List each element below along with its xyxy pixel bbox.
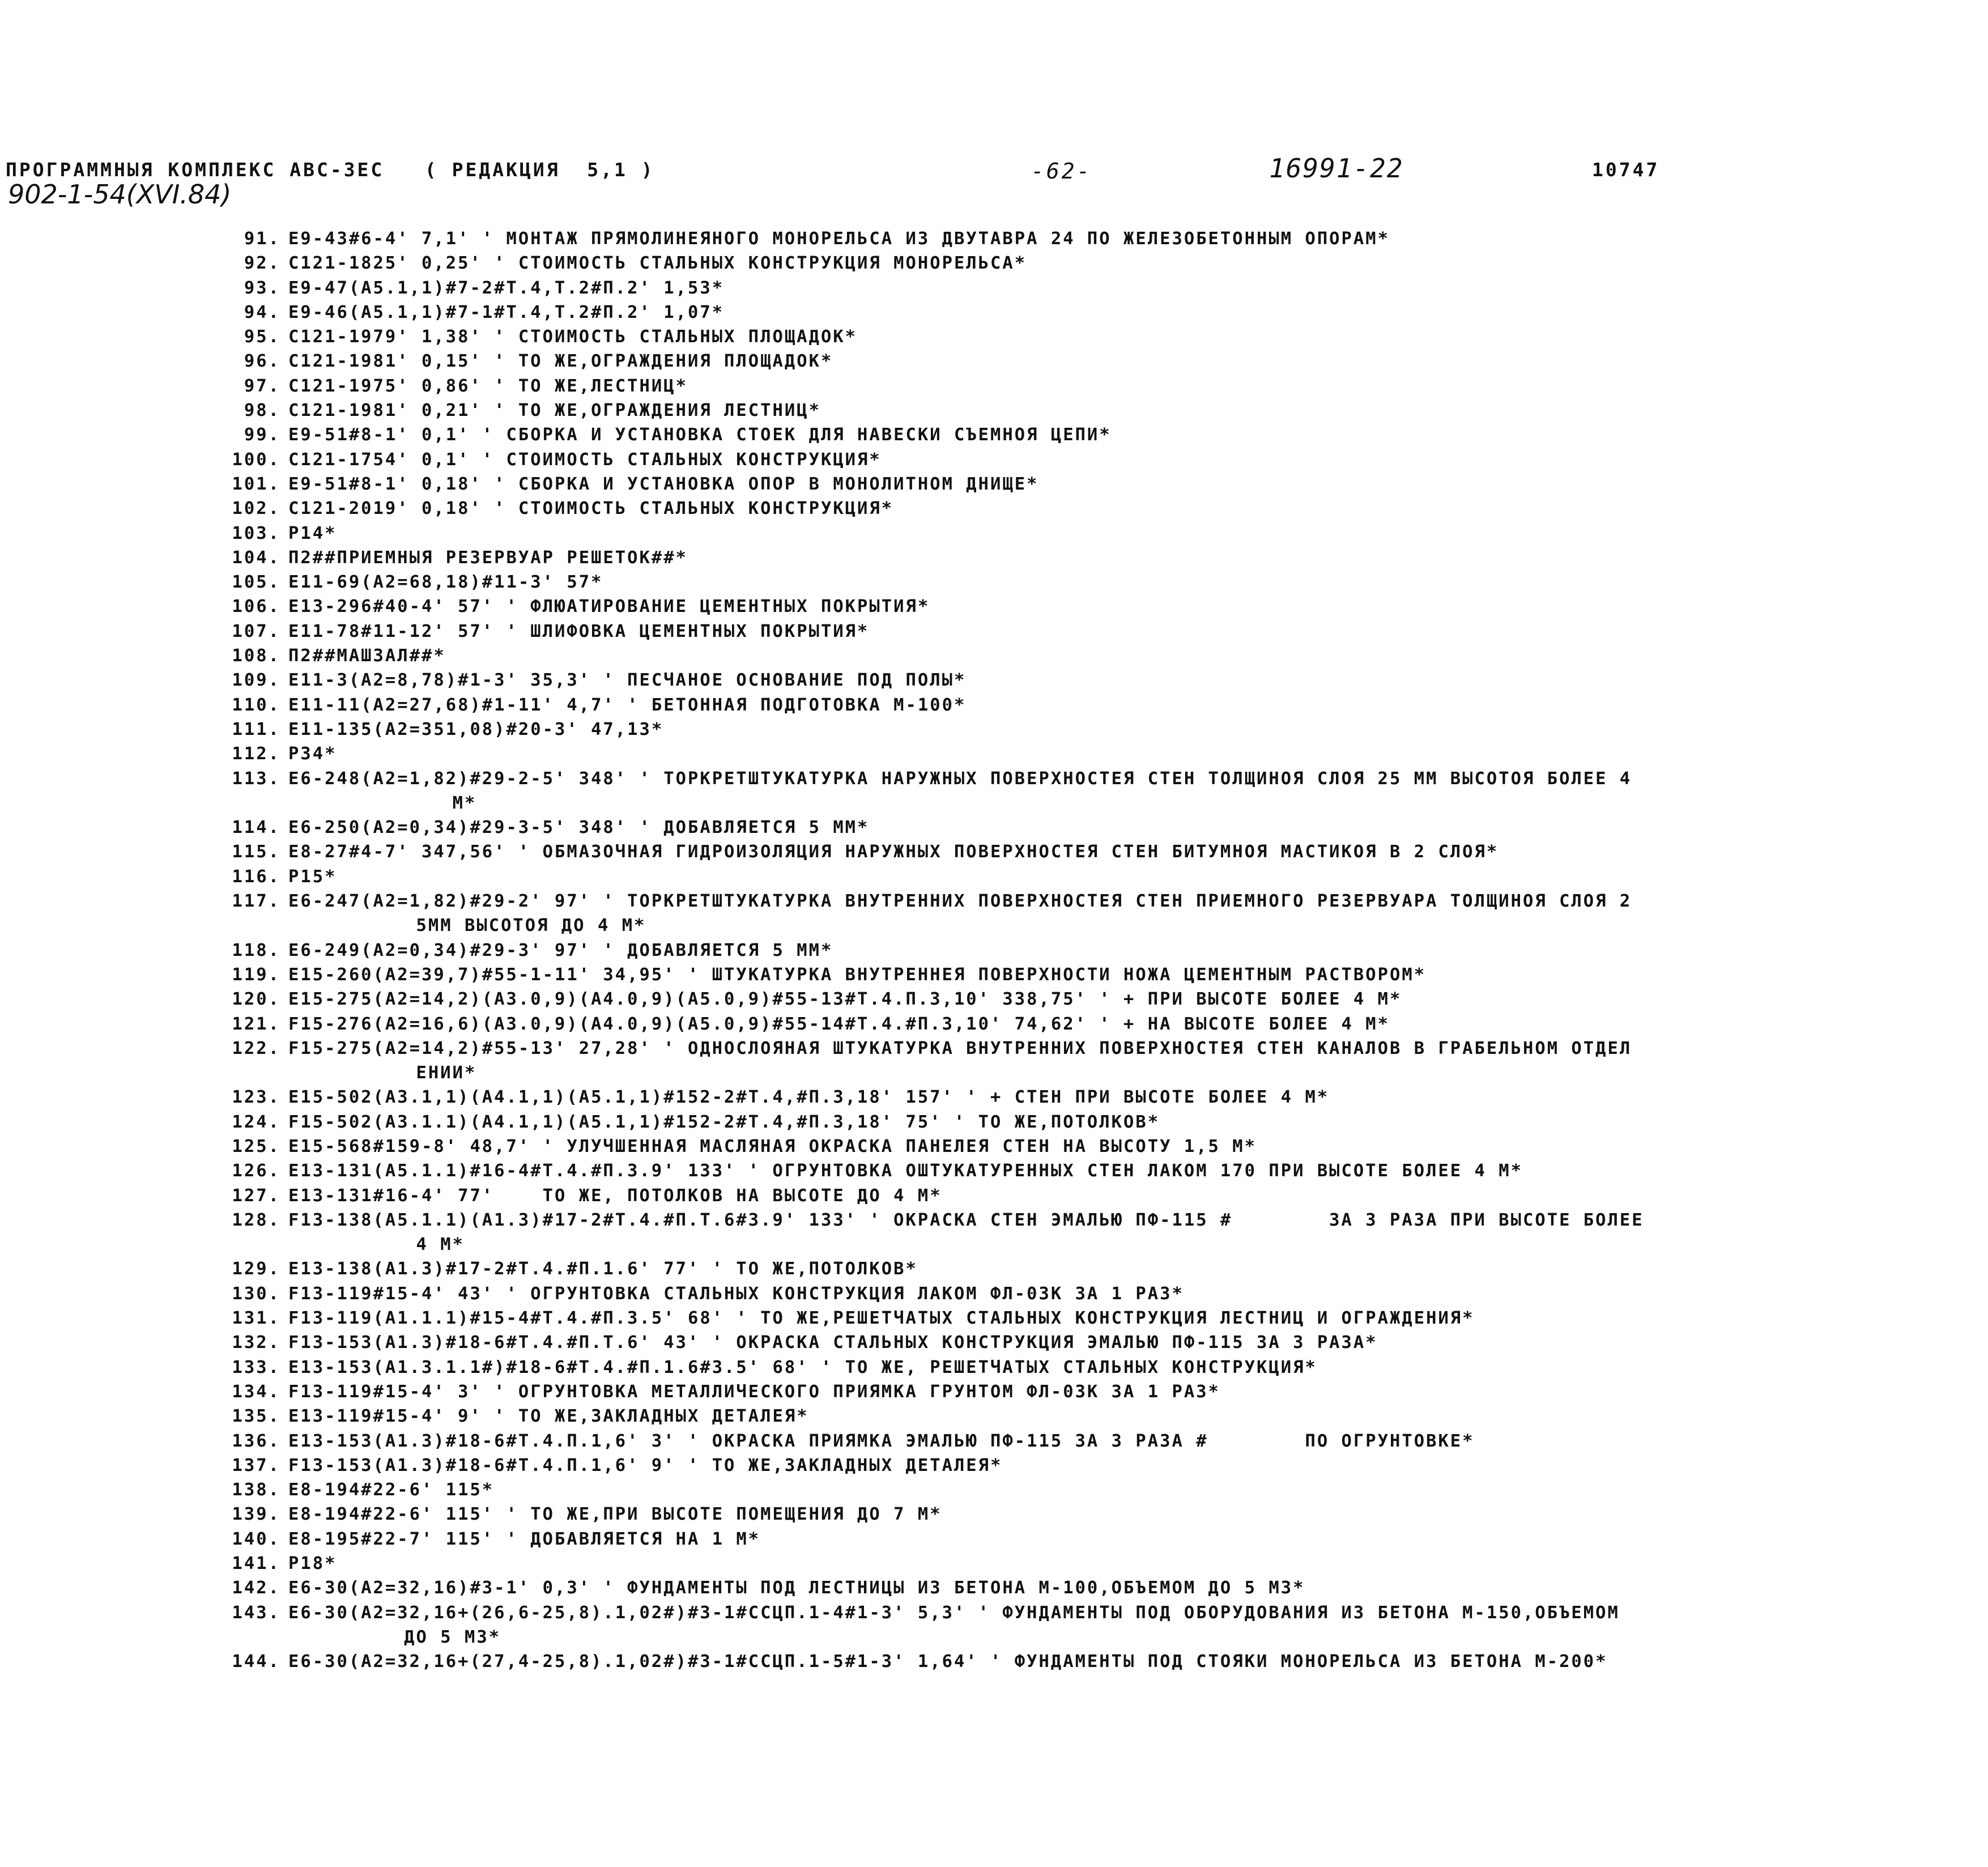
listing-row <box>198 1134 1977 1159</box>
listing-row <box>198 251 1977 275</box>
row-text: C121-1754' 0,1' ' СТОИМОСТЬ СТАЛЬНЫХ КОНСТРУКЦИЯ* <box>288 449 882 470</box>
row-text: P34* <box>288 744 337 764</box>
row-number: 137. <box>232 1455 280 1475</box>
row-number: 107. <box>232 621 280 641</box>
listing-row <box>198 1012 1977 1036</box>
row-continuation: ЕНИИ* <box>198 1063 477 1083</box>
row-text: E13-296#40-4' 57' ' ФЛЮАТИРОВАНИЕ ЦЕМЕНТНЫХ ПОКРЫТИЯ* <box>288 597 930 617</box>
listing-row <box>198 889 1977 913</box>
row-number: 128. <box>232 1210 280 1230</box>
listing-row <box>198 374 1977 398</box>
row-number: 142. <box>232 1578 280 1598</box>
listing-row <box>198 1380 1977 1404</box>
row-text: E15-260(A2=39,7)#55-1-11' 34,95' ' ШТУКАТУРКА ВНУТРЕННЕЯ ПОВЕРХНОСТИ НОЖА ЦЕМЕНТНЫМ РАСТВОРОМ* <box>288 964 1427 985</box>
row-text: E6-30(A2=32,16+(26,6-25,8).1,02#)#3-1#ССЦП.1-4#1-3' 5,3' ' ФУНДАМЕНТЫ ПОД ОБОРУДОВАНИЯ ИЗ БЕТОНА М-150,ОБЪЕМОМ <box>288 1602 1620 1623</box>
row-number: 122. <box>232 1038 280 1058</box>
row-number: 108. <box>232 646 280 666</box>
row-text: E8-195#22-7' 115' ' ДОБАВЛЯЕТСЯ НА 1 М* <box>288 1529 761 1549</box>
listing-row <box>198 938 1977 963</box>
row-text: E13-153(A1.3.1.1#)#18-6#T.4.#П.1.6#3.5' 68' ' ТО ЖЕ, РЕШЕТЧАТЫХ СТАЛЬНЫХ КОНСТРУКЦИЯ* <box>288 1357 1317 1377</box>
listing-row <box>198 349 1977 373</box>
listing-row <box>198 717 1977 742</box>
listing-row <box>198 1551 1977 1576</box>
row-text: E8-194#22-6' 115* <box>288 1480 495 1500</box>
row-number: 116. <box>232 866 280 887</box>
row-text: E6-30(A2=32,16+(27,4-25,8).1,02#)#3-1#ССЦП.1-5#1-3' 1,64' ' ФУНДАМЕНТЫ ПОД СТОЯКИ МОНОРЕЛЬСА ИЗ БЕТОНА М-200* <box>288 1652 1608 1672</box>
row-text: E15-275(A2=14,2)(A3.0,9)(A4.0,9)(A5.0,9)#55-13#T.4.П.3,10' 338,75' ' + ПРИ ВЫСОТЕ БОЛЕЕ 4 М* <box>288 989 1402 1010</box>
row-text: F13-138(A5.1.1)(A1.3)#17-2#T.4.#П.T.6#3.9' 133' ' ОКРАСКА СТЕН ЭМАЛЬЮ ПФ-115 # ЗА 3 РАЗА ПРИ ВЫСОТЕ БОЛЕЕ <box>288 1210 1644 1230</box>
listing-row <box>198 1527 1977 1551</box>
listing-row <box>198 1184 1977 1208</box>
listing-row <box>198 570 1977 594</box>
row-text: П2##ПРИЕМНЫЯ РЕЗЕРВУАР РЕШЕТОК##* <box>288 547 688 568</box>
listing-row <box>198 1257 1977 1281</box>
row-continuation: М* <box>198 793 477 813</box>
row-text: F13-153(A1.3)#18-6#T.4.#П.T.6' 43' ' ОКРАСКА СТАЛЬНЫХ КОНСТРУКЦИЯ ЭМАЛЬЮ ПФ-115 ЗА 3 РАЗА* <box>288 1333 1378 1353</box>
row-text: F13-119#15-4' 43' ' ОГРУНТОВКА СТАЛЬНЫХ КОНСТРУКЦИЯ ЛАКОМ ФЛ-03К ЗА 1 РАЗ* <box>288 1283 1184 1304</box>
row-text: F15-276(A2=16,6)(A3.0,9)(A4.0,9)(A5.0,9)#55-14#T.4.#П.3,10' 74,62' ' + НА ВЫСОТЕ БОЛЕЕ 4 М* <box>288 1014 1390 1034</box>
row-number: 92. <box>244 253 280 274</box>
row-text: F13-119#15-4' 3' ' ОГРУНТОВКА МЕТАЛЛИЧЕСКОГО ПРИЯМКА ГРУНТОМ ФЛ-03К ЗА 1 РАЗ* <box>288 1381 1220 1402</box>
row-number: 111. <box>232 719 280 739</box>
row-text: E9-51#8-1' 0,18' ' СБОРКА И УСТАНОВКА ОПОР В МОНОЛИТНОМ ДНИЩЕ* <box>288 474 1039 494</box>
listing-row <box>198 398 1977 423</box>
listing-row <box>198 521 1977 546</box>
row-text: E11-3(A2=8,78)#1-3' 35,3' ' ПЕСЧАНОЕ ОСНОВАНИЕ ПОД ПОЛЫ* <box>288 670 967 691</box>
row-text: P18* <box>288 1554 337 1574</box>
listing-row <box>198 644 1977 668</box>
listing-row <box>198 1355 1977 1380</box>
row-text: E9-46(A5.1,1)#7-1#T.4,T.2#П.2' 1,07* <box>288 302 725 322</box>
row-text: F13-153(A1.3)#18-6#T.4.П.1,6' 9' ' ТО ЖЕ,ЗАКЛАДНЫХ ДЕТАЛЕЯ* <box>288 1455 1003 1475</box>
listing-row <box>198 987 1977 1011</box>
listing-row <box>198 276 1977 300</box>
row-number: 118. <box>232 940 280 960</box>
listing-row <box>198 742 1977 766</box>
listing-row <box>198 423 1977 447</box>
row-number: 101. <box>232 474 280 494</box>
listing-row <box>198 1429 1977 1453</box>
row-text: C121-1825' 0,25' ' СТОИМОСТЬ СТАЛЬНЫХ КОНСТРУКЦИЯ МОНОРЕЛЬСА* <box>288 253 1027 274</box>
listing-row <box>198 1282 1977 1306</box>
listing-row <box>198 1208 1977 1232</box>
row-number: 103. <box>232 523 280 543</box>
row-continuation: 4 М* <box>198 1235 465 1255</box>
row-text: C121-2019' 0,18' ' СТОИМОСТЬ СТАЛЬНЫХ КОНСТРУКЦИЯ* <box>288 499 894 519</box>
row-number: 91. <box>244 229 280 249</box>
row-number: 135. <box>232 1406 280 1427</box>
row-text: E11-69(A2=68,18)#11-3' 57* <box>288 572 603 593</box>
listing-row <box>198 325 1977 349</box>
listing-row <box>198 840 1977 864</box>
row-number: 144. <box>232 1652 280 1672</box>
row-text: E6-249(A2=0,34)#29-3' 97' ' ДОБАВЛЯЕТСЯ 5 ММ* <box>288 940 833 960</box>
row-number: 121. <box>232 1014 280 1034</box>
row-number: 124. <box>232 1112 280 1132</box>
listing-row <box>198 1330 1977 1355</box>
listing-row <box>198 472 1977 496</box>
row-text: E6-250(A2=0,34)#29-3-5' 348' ' ДОБАВЛЯЕТСЯ 5 ММ* <box>288 818 870 838</box>
row-text: E11-11(A2=27,68)#1-11' 4,7' ' БЕТОННАЯ ПОДГОТОВКА М-100* <box>288 695 967 715</box>
row-text: E11-135(A2=351,08)#20-3' 47,13* <box>288 719 664 739</box>
listing-row <box>198 1502 1977 1526</box>
row-number: 98. <box>244 401 280 421</box>
row-number: 143. <box>232 1602 280 1623</box>
row-number: 100. <box>232 449 280 470</box>
row-number: 99. <box>244 425 280 445</box>
row-number: 119. <box>232 964 280 985</box>
row-text: E6-30(A2=32,16)#3-1' 0,3' ' ФУНДАМЕНТЫ ПОД ЛЕСТНИЦЫ ИЗ БЕТОНА М-100,ОБЪЕМОМ ДО 5 М3* <box>288 1578 1305 1598</box>
listing-row <box>198 865 1977 889</box>
listing-row <box>198 546 1977 570</box>
listing-row <box>198 1478 1977 1502</box>
row-continuation: ДО 5 М3* <box>198 1627 501 1647</box>
row-number: 113. <box>232 768 280 789</box>
row-number: 93. <box>244 278 280 298</box>
page-number: -62- <box>1031 159 1092 184</box>
listing-row <box>198 1110 1977 1134</box>
listing-row <box>198 496 1977 521</box>
listing-row <box>198 1085 1977 1109</box>
row-number: 109. <box>232 670 280 691</box>
listing-row <box>198 815 1977 840</box>
listing-row <box>198 1576 1977 1600</box>
document-header <box>0 153 1988 193</box>
row-number: 117. <box>232 891 280 912</box>
listing-row <box>198 1649 1977 1674</box>
document-number: 16991-22 <box>1269 153 1404 184</box>
listing-row <box>198 963 1977 987</box>
row-number: 131. <box>232 1308 280 1329</box>
listing-row <box>198 448 1977 472</box>
row-text: C121-1981' 0,21' ' ТО ЖЕ,ОГРАЖДЕНИЯ ЛЕСТНИЦ* <box>288 401 821 421</box>
row-text: E9-47(A5.1,1)#7-2#T.4,T.2#П.2' 1,53* <box>288 278 725 298</box>
row-text: E6-248(A2=1,82)#29-2-5' 348' ' ТОРКРЕТШТУКАТУРКА НАРУЖНЫХ ПОВЕРХНОСТЕЯ СТЕН ТОЛЩИНОЯ СЛОЯ 25 ММ ВЫСОТОЯ БОЛЕЕ 4 <box>288 768 1632 789</box>
row-number: 106. <box>232 597 280 617</box>
row-number: 136. <box>232 1431 280 1451</box>
listing-row <box>198 300 1977 325</box>
row-text: P15* <box>288 866 337 887</box>
row-number: 125. <box>232 1136 280 1156</box>
row-number: 95. <box>244 327 280 347</box>
row-number: 105. <box>232 572 280 593</box>
row-number: 139. <box>232 1504 280 1525</box>
row-number: 110. <box>232 695 280 715</box>
row-text: F15-502(A3.1.1)(A4.1,1)(A5.1,1)#152-2#T.4,#П.3,18' 75' ' ТО ЖЕ,ПОТОЛКОВ* <box>288 1112 1160 1132</box>
row-number: 132. <box>232 1333 280 1353</box>
row-text: C121-1981' 0,15' ' ТО ЖЕ,ОГРАЖДЕНИЯ ПЛОЩАДОК* <box>288 351 833 372</box>
row-text: E15-502(A3.1,1)(A4.1,1)(A5.1,1)#152-2#T.4,#П.3,18' 157' ' + СТЕН ПРИ ВЫСОТЕ БОЛЕЕ 4 М* <box>288 1087 1330 1108</box>
listing-row <box>198 1159 1977 1183</box>
listing-row <box>198 668 1977 692</box>
row-number: 130. <box>232 1283 280 1304</box>
row-number: 127. <box>232 1185 280 1206</box>
row-number: 97. <box>244 376 280 396</box>
row-text: E8-27#4-7' 347,56' ' ОБМАЗОЧНАЯ ГИДРОИЗОЛЯЦИЯ НАРУЖНЫХ ПОВЕРХНОСТЕЯ СТЕН БИТУМНОЯ МАСТИКОЯ В 2 СЛОЯ* <box>288 842 1499 862</box>
row-number: 114. <box>232 818 280 838</box>
listing-row <box>198 227 1977 251</box>
handwritten-series-mark: 902-1-54(XVI.84) <box>8 179 232 210</box>
row-text: C121-1975' 0,86' ' ТО ЖЕ,ЛЕСТНИЦ* <box>288 376 688 396</box>
row-text: П2##МАШЗАЛ##* <box>288 646 446 666</box>
row-number: 120. <box>232 989 280 1010</box>
row-text: C121-1979' 1,38' ' СТОИМОСТЬ СТАЛЬНЫХ ПЛОЩАДОК* <box>288 327 858 347</box>
listing-row <box>198 767 1977 791</box>
program-title: ПРОГРАММНЫЯ КОМПЛЕКС АВС-3ЕС ( РЕДАКЦИЯ 5,1 ) <box>6 159 655 181</box>
listing-row <box>198 1306 1977 1330</box>
row-text: E9-51#8-1' 0,1' ' СБОРКА И УСТАНОВКА СТОЕК ДЛЯ НАВЕСКИ СЪЕМНОЯ ЦЕПИ* <box>288 425 1112 445</box>
document-code: 10747 <box>1592 159 1660 181</box>
listing-row <box>198 1036 1977 1061</box>
row-number: 112. <box>232 744 280 764</box>
row-text: E13-119#15-4' 9' ' ТО ЖЕ,ЗАКЛАДНЫХ ДЕТАЛЕЯ* <box>288 1406 809 1427</box>
row-continuation: 5ММ ВЫСОТОЯ ДО 4 М* <box>198 916 646 936</box>
row-text: E13-131(A5.1.1)#16-4#T.4.#П.3.9' 133' ' ОГРУНТОВКА ОШТУКАТУРЕННЫХ СТЕН ЛАКОМ 170 ПРИ ВЫСОТЕ БОЛЕЕ 4 М* <box>288 1161 1523 1181</box>
listing-row <box>198 619 1977 644</box>
row-number: 102. <box>232 499 280 519</box>
row-text: E8-194#22-6' 115' ' ТО ЖЕ,ПРИ ВЫСОТЕ ПОМЕЩЕНИЯ ДО 7 М* <box>288 1504 942 1525</box>
row-number: 129. <box>232 1259 280 1279</box>
row-number: 140. <box>232 1529 280 1549</box>
row-text: F13-119(A1.1.1)#15-4#T.4.#П.3.5' 68' ' ТО ЖЕ,РЕШЕТЧАТЫХ СТАЛЬНЫХ КОНСТРУКЦИЯ ЛЕСТНИЦ И ОГРАЖДЕНИЯ* <box>288 1308 1475 1329</box>
row-text: E15-568#159-8' 48,7' ' УЛУЧШЕННАЯ МАСЛЯНАЯ ОКРАСКА ПАНЕЛЕЯ СТЕН НА ВЫСОТУ 1,5 М* <box>288 1136 1257 1156</box>
row-text: E11-78#11-12' 57' ' ШЛИФОВКА ЦЕМЕНТНЫХ ПОКРЫТИЯ* <box>288 621 870 641</box>
row-number: 141. <box>232 1554 280 1574</box>
row-number: 138. <box>232 1480 280 1500</box>
row-text: P14* <box>288 523 337 543</box>
row-number: 115. <box>232 842 280 862</box>
row-number: 104. <box>232 547 280 568</box>
row-number: 126. <box>232 1161 280 1181</box>
row-number: 133. <box>232 1357 280 1377</box>
row-text: E9-43#6-4' 7,1' ' МОНТАЖ ПРЯМОЛИНЕЯНОГО МОНОРЕЛЬСА ИЗ ДВУТАВРА 24 ПО ЖЕЛЕЗОБЕТОННЫМ ОПОРАМ* <box>288 229 1390 249</box>
row-text: E13-138(A1.3)#17-2#T.4.#П.1.6' 77' ' ТО ЖЕ,ПОТОЛКОВ* <box>288 1259 918 1279</box>
listing-row <box>198 693 1977 717</box>
row-number: 94. <box>244 302 280 322</box>
estimate-listing <box>198 227 1977 1674</box>
row-text: E6-247(A2=1,82)#29-2' 97' ' ТОРКРЕТШТУКАТУРКА ВНУТРЕННИХ ПОВЕРХНОСТЕЯ СТЕН ПРИЕМНОГО РЕЗЕРВУАРА ТОЛЩИНОЯ СЛОЯ 2 <box>288 891 1632 912</box>
row-number: 96. <box>244 351 280 372</box>
listing-row <box>198 1404 1977 1428</box>
row-text: F15-275(A2=14,2)#55-13' 27,28' ' ОДНОСЛОЯНАЯ ШТУКАТУРКА ВНУТРЕННИХ ПОВЕРХНОСТЕЯ СТЕН КАНАЛОВ В ГРАБЕЛЬНОМ ОТДЕЛ <box>288 1038 1632 1058</box>
row-number: 134. <box>232 1381 280 1402</box>
listing-row <box>198 1601 1977 1625</box>
row-text: E13-131#16-4' 77' ТО ЖЕ, ПОТОЛКОВ НА ВЫСОТЕ ДО 4 М* <box>288 1185 942 1206</box>
row-number: 123. <box>232 1087 280 1108</box>
row-text: E13-153(A1.3)#18-6#T.4.П.1,6' 3' ' ОКРАСКА ПРИЯМКА ЭМАЛЬЮ ПФ-115 ЗА 3 РАЗА # ПО ОГРУНТОВКЕ* <box>288 1431 1475 1451</box>
listing-row <box>198 1453 1977 1478</box>
listing-row <box>198 594 1977 619</box>
